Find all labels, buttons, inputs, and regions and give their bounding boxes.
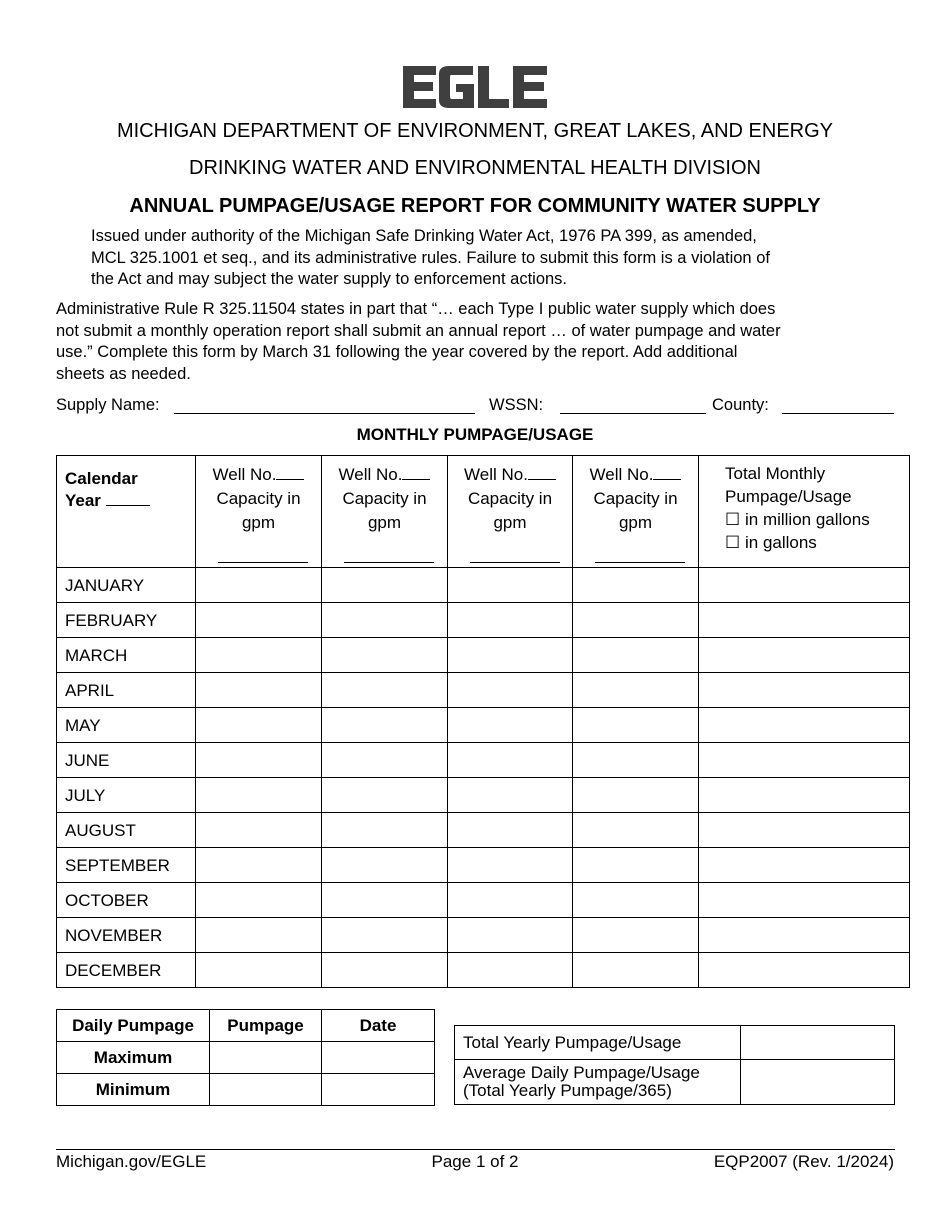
footer-page-number: Page 1 of 2 bbox=[431, 1152, 519, 1171]
average-daily-cell[interactable] bbox=[741, 1060, 895, 1105]
well-pumpage-cell[interactable] bbox=[196, 603, 322, 638]
total-pumpage-cell[interactable] bbox=[699, 708, 910, 743]
pumpage-header: Pumpage bbox=[210, 1010, 322, 1042]
year-label: Year bbox=[65, 491, 101, 510]
month-label: OCTOBER bbox=[57, 883, 196, 918]
capacity-label: Capacity in bbox=[342, 489, 427, 508]
well-pumpage-cell[interactable] bbox=[573, 778, 699, 813]
well-pumpage-cell[interactable] bbox=[322, 743, 448, 778]
table-row bbox=[57, 568, 910, 603]
well-pumpage-cell[interactable] bbox=[448, 848, 573, 883]
well-number-field[interactable] bbox=[528, 479, 556, 480]
capacity-label: Capacity in bbox=[467, 489, 553, 508]
total-label: Pumpage/Usage bbox=[725, 487, 852, 506]
well-pumpage-cell[interactable] bbox=[448, 778, 573, 813]
checkbox-icon[interactable]: ☐ bbox=[725, 510, 741, 529]
well-pumpage-cell[interactable] bbox=[448, 953, 573, 988]
gpm-label: gpm bbox=[618, 513, 653, 532]
well-pumpage-cell[interactable] bbox=[573, 638, 699, 673]
well-pumpage-cell[interactable] bbox=[448, 883, 573, 918]
option-million-gallons[interactable] bbox=[725, 508, 909, 531]
well-pumpage-cell[interactable] bbox=[322, 603, 448, 638]
well-pumpage-cell[interactable] bbox=[573, 603, 699, 638]
well-pumpage-cell[interactable] bbox=[573, 743, 699, 778]
monthly-section-title: MONTHLY PUMPAGE/USAGE bbox=[356, 425, 594, 444]
table-row bbox=[455, 1060, 895, 1105]
capacity-field[interactable] bbox=[344, 562, 434, 563]
division-name: DRINKING WATER AND ENVIRONMENTAL HEALTH DIVISION bbox=[189, 157, 761, 179]
option-label: in gallons bbox=[744, 533, 817, 552]
well-pumpage-cell[interactable] bbox=[448, 603, 573, 638]
total-pumpage-cell[interactable] bbox=[699, 638, 910, 673]
month-label: MARCH bbox=[57, 638, 196, 673]
department-name: MICHIGAN DEPARTMENT OF ENVIRONMENT, GREAT LAKES, AND ENERGY bbox=[116, 120, 834, 142]
maximum-date-cell[interactable] bbox=[322, 1042, 435, 1074]
rule-paragraph bbox=[56, 299, 781, 385]
authority-line: Issued under authority of the Michigan Safe Drinking Water Act, 1976 PA 399, as amended, bbox=[91, 227, 757, 245]
total-pumpage-cell[interactable] bbox=[699, 848, 910, 883]
well-pumpage-cell[interactable] bbox=[322, 883, 448, 918]
date-header: Date bbox=[322, 1010, 435, 1042]
total-pumpage-cell[interactable] bbox=[699, 568, 910, 603]
table-row bbox=[57, 1042, 435, 1074]
well-pumpage-cell[interactable] bbox=[573, 953, 699, 988]
well-label: Well No. bbox=[464, 465, 528, 484]
form-title: ANNUAL PUMPAGE/USAGE REPORT FOR COMMUNITY WATER SUPPLY bbox=[129, 195, 821, 217]
total-monthly-header bbox=[699, 456, 910, 568]
well-pumpage-cell[interactable] bbox=[196, 708, 322, 743]
rule-line: use.” Complete this form by March 31 following the year covered by the report. Add additional bbox=[56, 343, 738, 361]
monthly-pumpage-table bbox=[56, 455, 910, 988]
total-pumpage-cell[interactable] bbox=[699, 778, 910, 813]
total-pumpage-cell[interactable] bbox=[699, 603, 910, 638]
well-column-header bbox=[196, 456, 322, 568]
well-pumpage-cell[interactable] bbox=[196, 638, 322, 673]
maximum-label: Maximum bbox=[57, 1042, 210, 1074]
table-row bbox=[57, 708, 910, 743]
month-label: SEPTEMBER bbox=[57, 848, 196, 883]
total-pumpage-cell[interactable] bbox=[699, 918, 910, 953]
supply-name-label: Supply Name: bbox=[56, 396, 160, 414]
month-label: AUGUST bbox=[57, 813, 196, 848]
well-pumpage-cell[interactable] bbox=[322, 638, 448, 673]
total-pumpage-cell[interactable] bbox=[699, 813, 910, 848]
table-row bbox=[57, 673, 910, 708]
total-pumpage-cell[interactable] bbox=[699, 673, 910, 708]
table-row bbox=[57, 603, 910, 638]
well-pumpage-cell[interactable] bbox=[322, 848, 448, 883]
average-daily-label bbox=[455, 1060, 741, 1105]
total-pumpage-cell[interactable] bbox=[699, 953, 910, 988]
well-pumpage-cell[interactable] bbox=[573, 848, 699, 883]
table-row bbox=[57, 953, 910, 988]
month-label: APRIL bbox=[57, 673, 196, 708]
total-pumpage-cell[interactable] bbox=[699, 743, 910, 778]
maximum-pumpage-cell[interactable] bbox=[210, 1042, 322, 1074]
well-pumpage-cell[interactable] bbox=[196, 813, 322, 848]
month-label: MAY bbox=[57, 708, 196, 743]
well-pumpage-cell[interactable] bbox=[196, 743, 322, 778]
month-label: DECEMBER bbox=[57, 953, 196, 988]
gpm-label: gpm bbox=[367, 513, 402, 532]
capacity-field[interactable] bbox=[218, 562, 308, 563]
yearly-summary-table bbox=[454, 1025, 895, 1105]
well-pumpage-cell[interactable] bbox=[196, 673, 322, 708]
authority-line: MCL 325.1001 et seq., and its administrative rules. Failure to submit this form is a violation of bbox=[91, 248, 770, 267]
well-pumpage-cell[interactable] bbox=[448, 708, 573, 743]
month-label: JUNE bbox=[57, 743, 196, 778]
table-row bbox=[57, 778, 910, 813]
supply-name-field[interactable] bbox=[174, 413, 475, 414]
table-row bbox=[57, 1074, 435, 1106]
well-pumpage-cell[interactable] bbox=[322, 778, 448, 813]
table-row bbox=[57, 883, 910, 918]
month-label: FEBRUARY bbox=[57, 603, 196, 638]
well-pumpage-cell[interactable] bbox=[196, 883, 322, 918]
well-pumpage-cell[interactable] bbox=[448, 918, 573, 953]
daily-pumpage-table bbox=[56, 1009, 435, 1106]
rule-line: sheets as needed. bbox=[56, 364, 191, 383]
well-pumpage-cell[interactable] bbox=[196, 848, 322, 883]
table-row bbox=[57, 813, 910, 848]
rule-line: not submit a monthly operation report shall submit an annual report … of water pumpage and water bbox=[56, 321, 781, 340]
month-label: JANUARY bbox=[57, 568, 196, 603]
table-row bbox=[57, 638, 910, 673]
calendar-label: Calendar bbox=[65, 469, 138, 488]
well-pumpage-cell[interactable] bbox=[322, 953, 448, 988]
average-daily-label-line: Average Daily Pumpage/Usage bbox=[463, 1063, 700, 1082]
well-pumpage-cell[interactable] bbox=[448, 638, 573, 673]
well-pumpage-cell[interactable] bbox=[573, 708, 699, 743]
well-pumpage-cell[interactable] bbox=[573, 673, 699, 708]
total-yearly-cell[interactable] bbox=[741, 1026, 895, 1060]
well-pumpage-cell[interactable] bbox=[322, 918, 448, 953]
capacity-label: Capacity in bbox=[593, 489, 678, 508]
table-row bbox=[57, 743, 910, 778]
minimum-date-cell[interactable] bbox=[322, 1074, 435, 1106]
total-yearly-label: Total Yearly Pumpage/Usage bbox=[455, 1026, 741, 1060]
footer-form-number: EQP2007 (Rev. 1/2024) bbox=[713, 1152, 894, 1171]
well-pumpage-cell[interactable] bbox=[573, 568, 699, 603]
well-pumpage-cell[interactable] bbox=[322, 708, 448, 743]
table-row bbox=[455, 1026, 895, 1060]
option-label: in million gallons bbox=[744, 510, 870, 529]
capacity-field[interactable] bbox=[595, 562, 685, 563]
average-daily-label-line: (Total Yearly Pumpage/365) bbox=[463, 1081, 672, 1100]
table-row bbox=[57, 918, 910, 953]
year-field[interactable] bbox=[106, 505, 150, 506]
calendar-year-header bbox=[57, 456, 196, 568]
well-column-header bbox=[573, 456, 699, 568]
well-pumpage-cell[interactable] bbox=[196, 568, 322, 603]
rule-line: Administrative Rule R 325.11504 states in part that “… each Type I public water supply which does bbox=[56, 300, 776, 318]
well-pumpage-cell[interactable] bbox=[322, 673, 448, 708]
capacity-field[interactable] bbox=[470, 562, 560, 563]
month-label: JULY bbox=[57, 778, 196, 813]
egle-logo bbox=[403, 66, 547, 108]
authority-line: the Act and may subject the water supply to enforcement actions. bbox=[91, 270, 568, 288]
daily-pumpage-header: Daily Pumpage bbox=[57, 1010, 210, 1042]
well-number-field[interactable] bbox=[276, 479, 304, 480]
authority-paragraph bbox=[91, 226, 770, 291]
table-row bbox=[57, 848, 910, 883]
well-label: Well No. bbox=[338, 465, 403, 484]
well-label: Well No. bbox=[212, 465, 277, 484]
county-field[interactable] bbox=[782, 413, 894, 414]
well-pumpage-cell[interactable] bbox=[448, 568, 573, 603]
month-label: NOVEMBER bbox=[57, 918, 196, 953]
table-header-row bbox=[57, 1010, 435, 1042]
minimum-label: Minimum bbox=[57, 1074, 210, 1106]
well-pumpage-cell[interactable] bbox=[448, 813, 573, 848]
county-label: County: bbox=[712, 396, 769, 414]
checkbox-icon[interactable]: ☐ bbox=[725, 533, 741, 552]
well-pumpage-cell[interactable] bbox=[573, 813, 699, 848]
capacity-label: Capacity in bbox=[216, 489, 301, 508]
well-number-field[interactable] bbox=[402, 479, 430, 480]
footer-website: Michigan.gov/EGLE bbox=[56, 1152, 207, 1171]
well-label: Well No. bbox=[589, 465, 654, 484]
well-pumpage-cell[interactable] bbox=[322, 568, 448, 603]
table-header-row bbox=[57, 456, 910, 568]
wssn-field[interactable] bbox=[560, 413, 706, 414]
well-number-field[interactable] bbox=[653, 479, 681, 480]
gpm-label: gpm bbox=[241, 513, 276, 532]
total-pumpage-cell[interactable] bbox=[699, 883, 910, 918]
well-pumpage-cell[interactable] bbox=[196, 918, 322, 953]
option-gallons[interactable] bbox=[725, 531, 909, 554]
well-pumpage-cell[interactable] bbox=[196, 953, 322, 988]
footer-divider bbox=[56, 1149, 895, 1150]
well-column-header bbox=[322, 456, 448, 568]
total-label: Total Monthly bbox=[725, 464, 826, 483]
minimum-pumpage-cell[interactable] bbox=[210, 1074, 322, 1106]
well-pumpage-cell[interactable] bbox=[196, 778, 322, 813]
well-pumpage-cell[interactable] bbox=[573, 883, 699, 918]
gpm-label: gpm bbox=[493, 513, 527, 532]
well-column-header bbox=[448, 456, 573, 568]
well-pumpage-cell[interactable] bbox=[448, 673, 573, 708]
wssn-label: WSSN: bbox=[489, 396, 544, 414]
well-pumpage-cell[interactable] bbox=[322, 813, 448, 848]
well-pumpage-cell[interactable] bbox=[573, 918, 699, 953]
well-pumpage-cell[interactable] bbox=[448, 743, 573, 778]
